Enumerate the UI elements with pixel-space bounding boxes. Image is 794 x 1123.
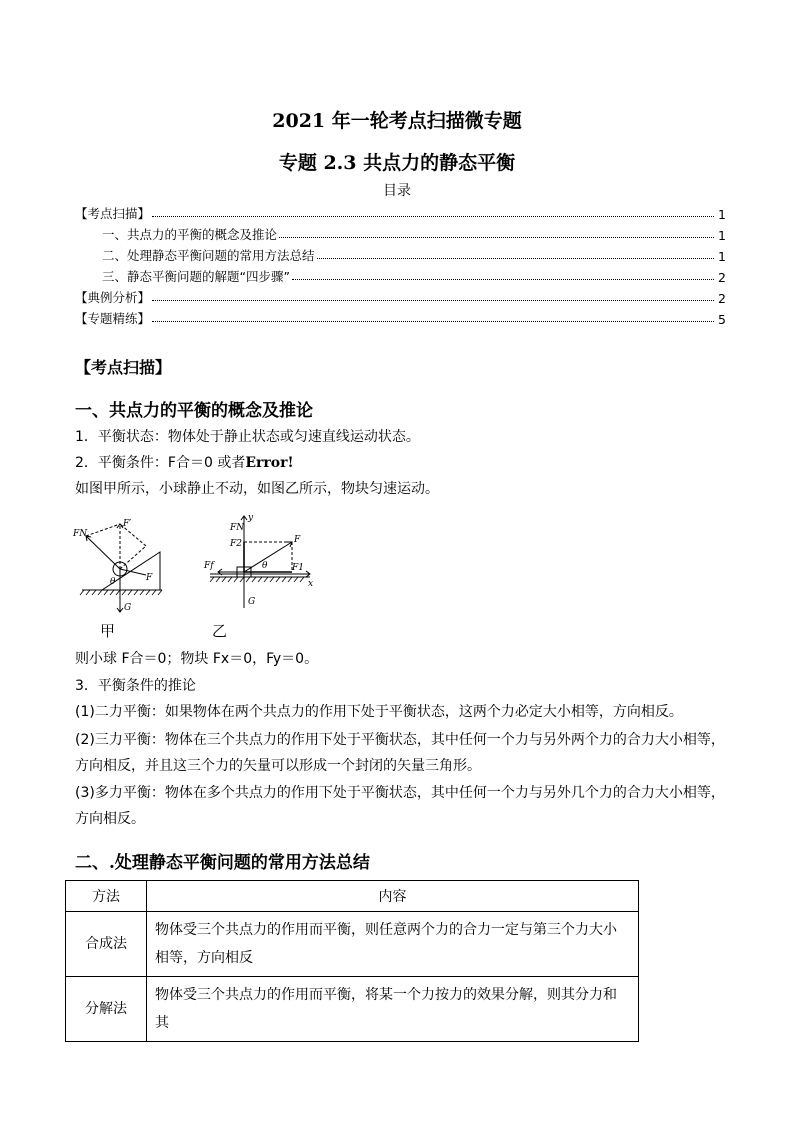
toc-entry[interactable] <box>75 222 726 243</box>
error-field: Error! <box>245 455 294 471</box>
figure-label-jia: 甲 <box>100 622 116 640</box>
label-theta-b: θ <box>262 561 268 571</box>
paragraph-balance-condition <box>75 450 294 476</box>
toc-leader <box>317 258 714 259</box>
toc-entry-page: 5 <box>718 312 726 327</box>
toc-entry-page: 1 <box>718 207 726 222</box>
toc-entry-label: 【典例分析】 <box>75 290 151 305</box>
content-cell: 物体受三个共点力的作用而平衡，则任意两个力的合力一定与第三个力大小相等，方向相反 <box>147 912 639 977</box>
toc-entry[interactable] <box>75 201 726 222</box>
toc-leader <box>152 300 714 301</box>
table-header-row <box>66 881 639 912</box>
toc-entry-label: 三、静态平衡问题的解题“四步骤” <box>102 269 290 284</box>
header-method: 方法 <box>66 881 147 912</box>
method-cell: 合成法 <box>66 912 147 977</box>
toc-entry-label: 【考点扫描】 <box>75 206 151 221</box>
diagram-block-on-floor <box>210 516 310 608</box>
toc-title: 目录 <box>383 183 411 199</box>
label-x-axis: x <box>308 579 314 589</box>
condition-formula: F合＝0 或者 <box>167 455 246 471</box>
toc-entry[interactable] <box>75 285 726 306</box>
condition-prefix: 2．平衡条件： <box>75 455 168 471</box>
toc-entry-label: 【专题精练】 <box>75 311 151 326</box>
paragraph-figure-result: 则小球 F合＝0；物块 Fx＝0，Fy＝0。 <box>75 651 319 667</box>
label-f2-b: F2 <box>230 539 242 549</box>
table-row <box>66 912 639 977</box>
methods-table <box>65 880 639 1042</box>
label-ff-b: Ff <box>204 561 214 571</box>
label-theta-a: θ <box>110 577 116 587</box>
doc-title-line1: 2021 年一轮考点扫描微专题 <box>272 110 522 132</box>
paragraph-three-force: (2)三力平衡：物体在三个共点力的作用下处于平衡状态，其中任何一个力与另外两个力的合力大小相等，方向相反，并且这三个力的矢量可以形成一个封闭的矢量三角形。 <box>75 732 725 774</box>
label-fn-b: FN <box>230 523 245 533</box>
doc-title-line2: 专题 2.3 共点力的静态平衡 <box>278 152 516 174</box>
method-cell: 分解法 <box>66 977 147 1042</box>
figure-label-yi: 乙 <box>212 622 228 640</box>
toc-leader <box>279 237 714 238</box>
section-header-kaodian: 【考点扫描】 <box>75 358 172 377</box>
label-fn-a: FN <box>73 529 88 539</box>
label-y-axis: y <box>248 513 254 523</box>
toc-entry-label: 二、处理静态平衡问题的常用方法总结 <box>102 248 315 263</box>
diagram-ball-on-incline <box>80 524 162 612</box>
toc-entry[interactable] <box>75 306 726 327</box>
paragraph-inference-title: 3．平衡条件的推论 <box>75 678 196 694</box>
force-diagrams <box>70 512 330 620</box>
label-g-a: G <box>124 603 132 613</box>
force-fn-arrow <box>86 536 120 569</box>
label-fprime-a: F′ <box>123 519 132 529</box>
toc-leader <box>292 279 714 280</box>
floor-hatch <box>210 577 304 582</box>
header-content: 内容 <box>147 881 639 912</box>
toc-entry[interactable] <box>75 243 726 264</box>
toc-entry-page: 2 <box>718 270 726 285</box>
label-f-a: F <box>146 573 153 583</box>
ground-hatch <box>80 590 162 595</box>
paragraph-multi-force: (3)多力平衡：物体在多个共点力的作用下处于平衡状态，其中任何一个力与另外几个力的合力大小相等，方向相反。 <box>75 785 725 827</box>
table-row <box>66 977 639 1042</box>
toc-entry-page: 2 <box>718 291 726 306</box>
toc-entry[interactable] <box>75 264 726 285</box>
force-f-arrow-b <box>244 542 292 572</box>
toc-entry-page: 1 <box>718 228 726 243</box>
section1-heading: 一、共点力的平衡的概念及推论 <box>75 401 313 421</box>
section2-heading: 二、.处理静态平衡问题的常用方法总结 <box>75 853 370 873</box>
toc-entry-label: 一、共点力的平衡的概念及推论 <box>102 227 278 242</box>
paragraph-figure-intro: 如图甲所示，小球静止不动，如图乙所示，物块匀速运动。 <box>75 481 439 497</box>
table-of-contents <box>75 201 726 327</box>
toc-leader <box>152 216 714 217</box>
paragraph-two-force: (1)二力平衡：如果物体在两个共点力的作用下处于平衡状态，这两个力必定大小相等，方向相反。 <box>75 704 683 720</box>
paragraph-balance-state: 1．平衡状态：物体处于静止状态或匀速直线运动状态。 <box>75 429 420 445</box>
label-f-b: F <box>294 535 301 545</box>
label-f1-b: F1 <box>292 563 304 573</box>
toc-entry-page: 1 <box>718 249 726 264</box>
content-cell: 物体受三个共点力的作用而平衡，将某一个力按力的效果分解，则其分力和其 <box>147 977 639 1042</box>
label-g-b: G <box>248 597 256 607</box>
toc-leader <box>152 321 714 322</box>
